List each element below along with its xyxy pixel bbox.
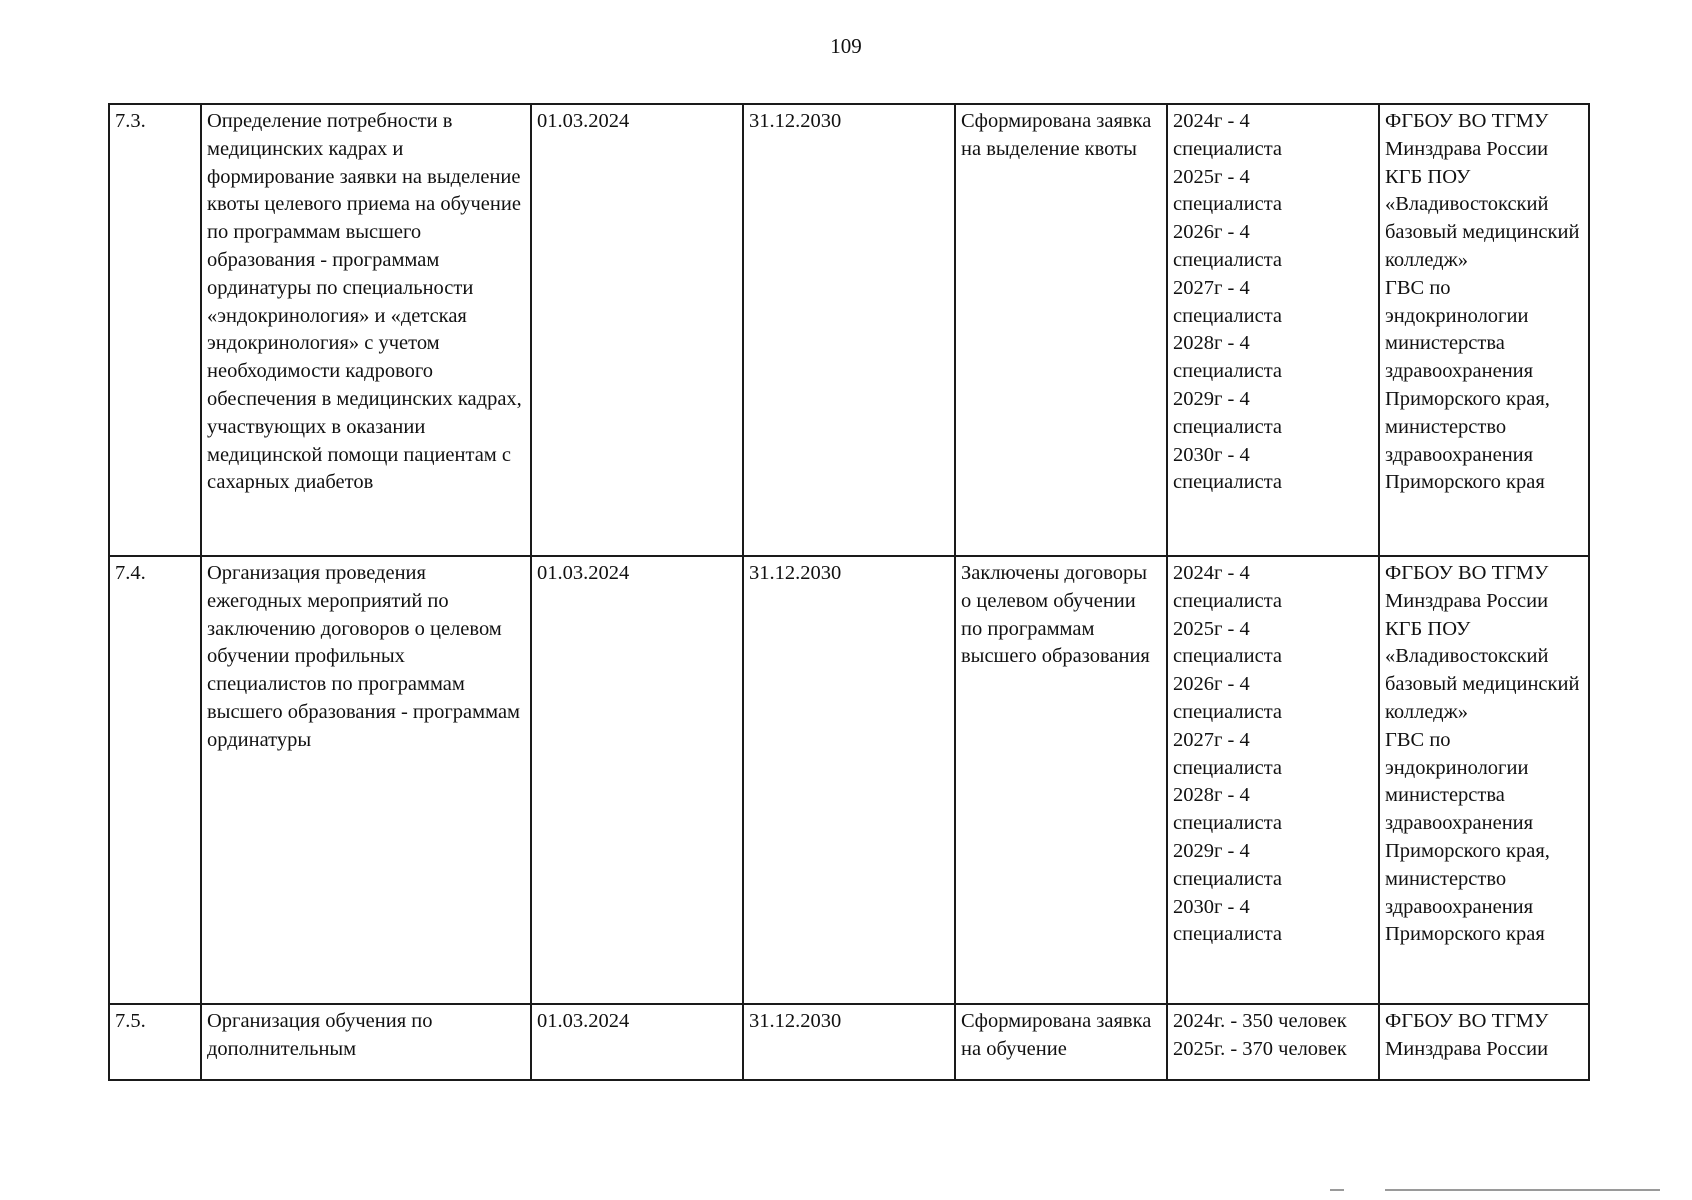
activity-cell: Организация проведения ежегодных мероприятий по заключению договоров о целевом обучении профильных специалистов по программам высшего образования - программам ординатуры: [201, 556, 531, 1004]
end-date-cell: 31.12.2030: [743, 556, 955, 1004]
target-values-cell: 2024г - 4 специалиста 2025г - 4 специалиста 2026г - 4 специалиста 2027г - 4 специалиста 2028г - 4 специалиста 2029г - 4 специалиста 2030г - 4 специалиста: [1167, 556, 1379, 1004]
start-date-cell: 01.03.2024: [531, 556, 743, 1004]
table-row: [109, 104, 1589, 556]
page-number: 109: [830, 34, 862, 58]
table-row: [109, 1004, 1589, 1080]
responsible-cell: ФГБОУ ВО ТГМУ Минздрава России: [1379, 1004, 1589, 1080]
activity-cell: Организация обучения по дополнительным: [201, 1004, 531, 1080]
activity-cell: Определение потребности в медицинских кадрах и формирование заявки на выделение квоты целевого приема на обучение по программам высшего образования - программам ординатуры по специальности «эндокринология» и «детская эндокринология» с учетом необходимости кадрового обеспечения в медицинских кадрах, участвующих в оказании медицинской помощи пациентам с сахарных диабетов: [201, 104, 531, 556]
table-row: [109, 556, 1589, 1004]
target-values-cell: 2024г - 4 специалиста 2025г - 4 специалиста 2026г - 4 специалиста 2027г - 4 специалиста 2028г - 4 специалиста 2029г - 4 специалиста 2030г - 4 специалиста: [1167, 104, 1379, 556]
result-cell: Сформирована заявка на обучение: [955, 1004, 1167, 1080]
scan-artifact-line: [1385, 1189, 1660, 1191]
end-date-cell: 31.12.2030: [743, 1004, 955, 1080]
activities-table: [108, 103, 1590, 1081]
item-number-cell: 7.5.: [109, 1004, 201, 1080]
responsible-cell: ФГБОУ ВО ТГМУ Минздрава России КГБ ПОУ «Владивостокский базовый медицинский колледж» ГВС по эндокринологии министерства здравоохранения Приморского края, министерство здравоохранения Приморского края: [1379, 104, 1589, 556]
item-number-cell: 7.3.: [109, 104, 201, 556]
result-cell: Заключены договоры о целевом обучении по программам высшего образования: [955, 556, 1167, 1004]
responsible-cell: ФГБОУ ВО ТГМУ Минздрава России КГБ ПОУ «Владивостокский базовый медицинский колледж» ГВС по эндокринологии министерства здравоохранения Приморского края, министерство здравоохранения Приморского края: [1379, 556, 1589, 1004]
result-cell: Сформирована заявка на выделение квоты: [955, 104, 1167, 556]
item-number-cell: 7.4.: [109, 556, 201, 1004]
end-date-cell: 31.12.2030: [743, 104, 955, 556]
start-date-cell: 01.03.2024: [531, 104, 743, 556]
start-date-cell: 01.03.2024: [531, 1004, 743, 1080]
scan-artifact-line: [1330, 1189, 1344, 1191]
target-values-cell: 2024г. - 350 человек 2025г. - 370 человек: [1167, 1004, 1379, 1080]
